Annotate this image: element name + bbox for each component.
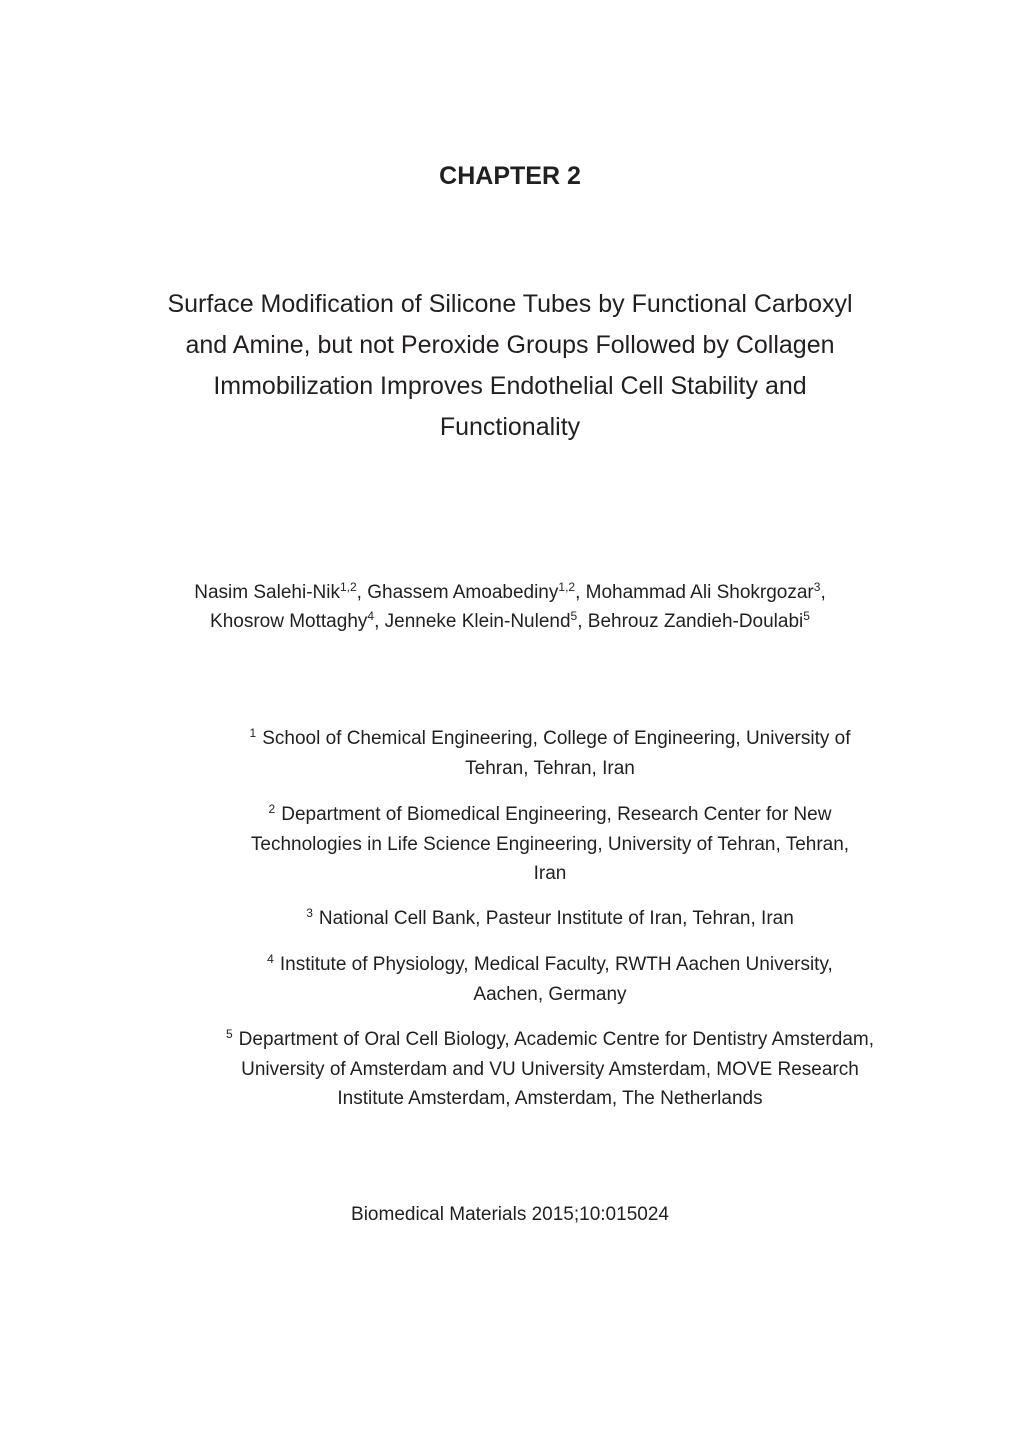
author-affiliation-marker: 1,2 xyxy=(558,580,576,594)
journal-citation: Biomedical Materials 2015;10:015024 xyxy=(351,1204,669,1225)
affiliation-number: 4 xyxy=(267,952,274,966)
author-affiliation-marker: 4 xyxy=(367,609,375,623)
author-name: Jenneke Klein-Nulend xyxy=(384,611,571,632)
author-separator: , xyxy=(820,582,826,603)
affiliation-line: Tehran, Tehran, Iran xyxy=(465,757,635,779)
affiliation-line: Department of Biomedical Engineering, Research Center for New xyxy=(281,804,832,825)
author-name: Mohammad Ali Shokrgozar xyxy=(585,582,814,603)
affiliation-1 xyxy=(150,724,950,783)
author-name: Nasim Salehi-Nik xyxy=(194,582,340,603)
affiliation-line: Department of Oral Cell Biology, Academic Centre for Dentistry Amsterdam, xyxy=(238,1029,875,1050)
author-name: Ghassem Amoabediny xyxy=(367,582,559,603)
author-name: Behrouz Zandieh-Doulabi xyxy=(587,611,804,632)
author-separator: , xyxy=(577,611,588,632)
chapter-heading: CHAPTER 2 xyxy=(439,162,581,190)
author-separator: , xyxy=(575,582,586,603)
affiliation-number: 3 xyxy=(306,906,313,920)
affiliation-line: Aachen, Germany xyxy=(473,983,627,1005)
paper-title xyxy=(110,284,910,448)
author-affiliation-marker: 1,2 xyxy=(339,580,357,594)
author-affiliation-marker: 5 xyxy=(570,609,578,623)
affiliation-3 xyxy=(150,904,950,934)
title-line: and Amine, but not Peroxide Groups Followed by Collagen xyxy=(185,331,835,359)
author-affiliation-marker: 3 xyxy=(813,580,821,594)
affiliation-4 xyxy=(150,950,950,1009)
author-separator: , xyxy=(356,582,368,603)
affiliation-line: University of Amsterdam and VU University Amsterdam, MOVE Research xyxy=(241,1058,859,1080)
affiliation-line: Iran xyxy=(533,863,567,884)
affiliation-line: Technologies in Life Science Engineering, University of Tehran, Tehran, xyxy=(250,833,850,855)
affiliation-number: 5 xyxy=(225,1027,233,1041)
author-separator: , xyxy=(374,611,385,632)
title-line: Immobilization Improves Endothelial Cell Stability and xyxy=(213,372,807,400)
affiliation-line: Institute Amsterdam, Amsterdam, The Netherlands xyxy=(337,1088,763,1109)
title-line: Functionality xyxy=(439,413,581,441)
author-affiliation-marker: 5 xyxy=(803,609,810,623)
affiliation-number: 2 xyxy=(268,802,276,816)
author-name: Khosrow Mottaghy xyxy=(210,611,368,632)
title-line: Surface Modification of Silicone Tubes by Functional Carboxyl xyxy=(167,290,853,318)
affiliation-line: National Cell Bank, Pasteur Institute of Iran, Tehran, Iran xyxy=(318,908,794,929)
author-list xyxy=(60,578,960,636)
affiliation-2 xyxy=(150,800,950,889)
affiliation-5 xyxy=(150,1025,950,1114)
affiliation-line: School of Chemical Engineering, College of Engineering, University of xyxy=(262,728,851,749)
affiliation-line: Institute of Physiology, Medical Faculty, RWTH Aachen University, xyxy=(279,954,833,975)
affiliation-number: 1 xyxy=(249,726,257,740)
